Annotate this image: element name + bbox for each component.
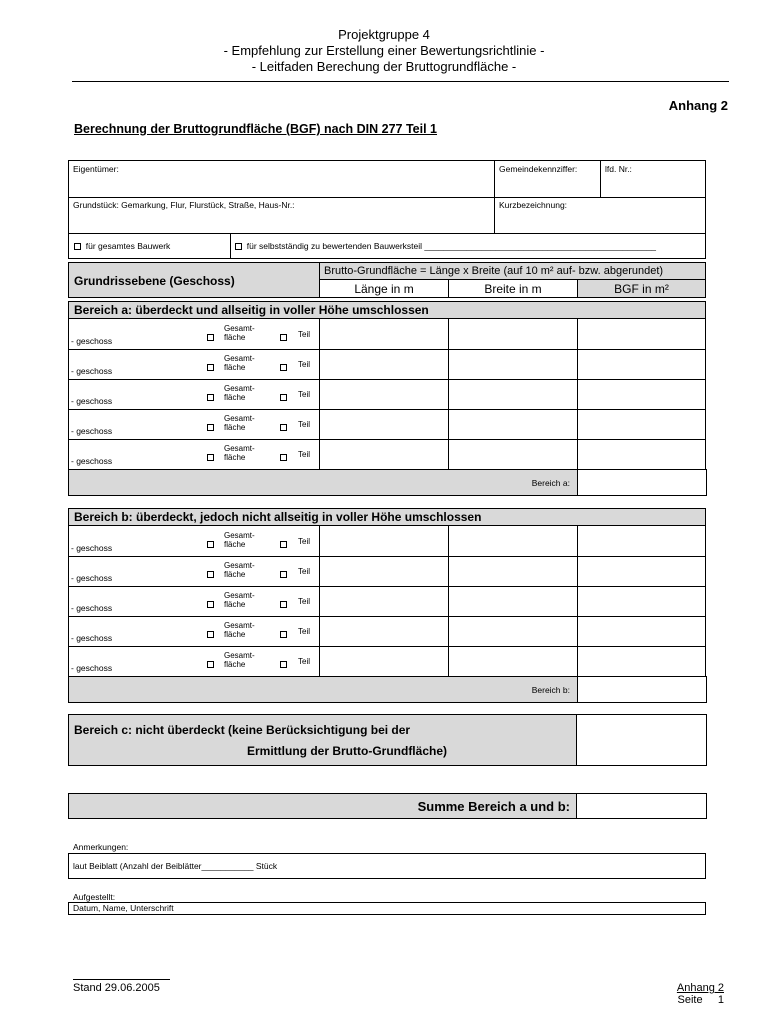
municipality-code-label: Gemeindekennziffer: <box>499 164 578 174</box>
width-cell[interactable] <box>449 646 577 676</box>
table-row <box>69 586 705 616</box>
table-row <box>69 409 705 439</box>
bgf-cell[interactable] <box>578 586 705 616</box>
section-b-subtotal-field[interactable] <box>577 676 707 703</box>
floor-label: - geschoss <box>71 633 113 643</box>
section-c <box>68 714 706 766</box>
length-cell[interactable] <box>320 379 448 409</box>
length-cell[interactable] <box>320 616 448 646</box>
table-row <box>69 319 705 349</box>
header-line-2: - Empfehlung zur Erstellung einer Bewertungsrichtlinie - <box>223 43 545 58</box>
total-area-label: Gesamt- fläche <box>224 354 255 372</box>
prepared-label: Aufgestellt: <box>73 892 116 902</box>
width-cell[interactable] <box>449 409 577 439</box>
serial-number-label: lfd. Nr.: <box>605 164 632 174</box>
total-area-checkbox[interactable] <box>207 596 214 614</box>
partial-area-label: Teil <box>298 657 311 666</box>
total-area-label: Gesamt- fläche <box>224 531 255 549</box>
section-b-subtotal <box>68 676 706 703</box>
length-cell[interactable] <box>320 586 448 616</box>
partial-area-label: Teil <box>298 390 311 399</box>
bgf-cell[interactable] <box>578 319 705 349</box>
length-cell[interactable] <box>320 439 448 469</box>
total-field[interactable] <box>576 793 707 819</box>
length-cell[interactable] <box>320 646 448 676</box>
partial-area-checkbox[interactable] <box>280 449 287 467</box>
info-block <box>68 160 706 259</box>
length-cell[interactable] <box>320 349 448 379</box>
section-c-line-2: Ermittlung der Brutto-Grundfläche) <box>247 744 447 758</box>
footer-divider <box>73 979 170 980</box>
bgf-cell[interactable] <box>578 349 705 379</box>
bgf-cell[interactable] <box>578 439 705 469</box>
total-area-label: Gesamt- fläche <box>224 651 255 669</box>
width-cell[interactable] <box>449 616 577 646</box>
partial-area-checkbox[interactable] <box>280 329 287 347</box>
partial-area-label: Teil <box>298 627 311 636</box>
total-area-label: Gesamt- fläche <box>224 621 255 639</box>
page-number: Seite 1 <box>677 994 724 1006</box>
header-line-1: Projektgruppe 4 <box>338 27 430 42</box>
partial-area-label: Teil <box>298 420 311 429</box>
section-b-subtotal-label: Bereich b: <box>531 685 570 695</box>
signature-caption: Datum, Name, Unterschrift <box>73 903 174 913</box>
formula-header: Brutto-Grundfläche = Länge x Breite (auf 10 m² auf- bzw. abgerundet) <box>324 265 664 277</box>
section-c-field[interactable] <box>576 714 707 766</box>
section-a-rows <box>68 318 706 470</box>
floor-label: - geschoss <box>71 663 113 673</box>
total-area-checkbox[interactable] <box>207 536 214 554</box>
floor-label: - geschoss <box>71 396 113 406</box>
total-area-checkbox[interactable] <box>207 419 214 437</box>
floor-level-header: Grundrissebene (Geschoss) <box>74 274 235 288</box>
signature-field[interactable] <box>68 902 706 915</box>
partial-area-checkbox[interactable] <box>280 566 287 584</box>
table-row <box>69 439 705 469</box>
total-area-checkbox[interactable] <box>207 656 214 674</box>
length-cell[interactable] <box>320 409 448 439</box>
section-b-rows <box>68 525 706 677</box>
section-a-subtotal-field[interactable] <box>577 469 707 496</box>
checkbox[interactable] <box>74 243 81 250</box>
section-a-subtotal-label: Bereich a: <box>531 478 570 488</box>
table-row <box>69 379 705 409</box>
document-title: Berechnung der Bruttogrundfläche (BGF) nach DIN 277 Teil 1 <box>74 122 438 136</box>
total-area-checkbox[interactable] <box>207 626 214 644</box>
bgf-header: BGF in m² <box>614 282 669 296</box>
table-row <box>69 646 705 676</box>
width-cell[interactable] <box>449 379 577 409</box>
floor-label: - geschoss <box>71 573 113 583</box>
option-whole-building-label: für gesamtes Bauwerk <box>85 241 171 251</box>
partial-area-label: Teil <box>298 330 311 339</box>
bgf-cell[interactable] <box>578 556 705 586</box>
total-area-label: Gesamt- fläche <box>224 414 255 432</box>
total-label: Summe Bereich a und b: <box>417 799 570 814</box>
section-c-line-1: Bereich c: nicht überdeckt (keine Berücksichtigung bei der <box>74 723 411 737</box>
appendix-label: Anhang 2 <box>668 98 728 113</box>
total-area-checkbox[interactable] <box>207 566 214 584</box>
floor-label: - geschoss <box>71 336 113 346</box>
remarks-label: Anmerkungen: <box>73 842 129 852</box>
partial-area-label: Teil <box>298 360 311 369</box>
option-building-part-label: für selbstständig zu bewertenden Bauwerksteil _________________________________________________ <box>246 241 657 251</box>
length-cell[interactable] <box>320 319 448 349</box>
width-cell[interactable] <box>449 349 577 379</box>
width-cell[interactable] <box>449 556 577 586</box>
partial-area-checkbox[interactable] <box>280 359 287 377</box>
width-cell[interactable] <box>449 526 577 556</box>
header-divider <box>72 81 729 82</box>
floor-label: - geschoss <box>71 456 113 466</box>
total-area-label: Gesamt- fläche <box>224 561 255 579</box>
width-cell[interactable] <box>449 319 577 349</box>
floor-label: - geschoss <box>71 426 113 436</box>
footer-date: Stand 29.06.2005 <box>73 982 160 994</box>
partial-area-checkbox[interactable] <box>280 419 287 437</box>
partial-area-checkbox[interactable] <box>280 536 287 554</box>
floor-label: - geschoss <box>71 366 113 376</box>
option-building-part[interactable] <box>235 241 656 251</box>
short-name-label: Kurzbezeichnung: <box>499 200 568 210</box>
partial-area-label: Teil <box>298 597 311 606</box>
total-area-checkbox[interactable] <box>207 389 214 407</box>
total-area-checkbox[interactable] <box>207 359 214 377</box>
total-area-label: Gesamt- fläche <box>224 384 255 402</box>
table-row <box>69 556 705 586</box>
partial-area-checkbox[interactable] <box>280 596 287 614</box>
table-header <box>68 262 706 298</box>
width-cell[interactable] <box>449 439 577 469</box>
partial-area-label: Teil <box>298 450 311 459</box>
section-b-title: Bereich b: überdeckt, jedoch nicht allseitig in voller Höhe umschlossen <box>68 508 706 526</box>
option-whole-building[interactable] <box>74 241 170 251</box>
length-cell[interactable] <box>320 556 448 586</box>
plot-label: Grundstück: Gemarkung, Flur, Flurstück, Straße, Haus-Nr.: <box>73 200 295 210</box>
section-a-title: Bereich a: überdeckt und allseitig in voller Höhe umschlossen <box>68 301 706 319</box>
total-row <box>68 793 706 819</box>
partial-area-label: Teil <box>298 537 311 546</box>
partial-area-checkbox[interactable] <box>280 389 287 407</box>
floor-label: - geschoss <box>71 543 113 553</box>
width-cell[interactable] <box>449 586 577 616</box>
bgf-cell[interactable] <box>578 379 705 409</box>
floor-label: - geschoss <box>71 603 113 613</box>
remarks-field[interactable] <box>68 853 706 879</box>
partial-area-checkbox[interactable] <box>280 626 287 644</box>
total-area-label: Gesamt- fläche <box>224 444 255 462</box>
section-a-subtotal <box>68 469 706 496</box>
bgf-cell[interactable] <box>578 646 705 676</box>
length-header: Länge in m <box>354 282 414 296</box>
width-header: Breite in m <box>484 282 542 296</box>
total-area-label: Gesamt- fläche <box>224 324 255 342</box>
bgf-cell[interactable] <box>578 409 705 439</box>
total-area-label: Gesamt- fläche <box>224 591 255 609</box>
table-row <box>69 616 705 646</box>
header-line-3: - Leitfaden Berechung der Bruttogrundfläche - <box>251 59 517 74</box>
partial-area-label: Teil <box>298 567 311 576</box>
bgf-cell[interactable] <box>578 616 705 646</box>
checkbox[interactable] <box>235 243 242 250</box>
attachment-note: laut Beiblatt (Anzahl der Beiblätter___________ Stück <box>73 861 278 871</box>
bgf-cell[interactable] <box>578 526 705 556</box>
owner-label: Eigentümer: <box>73 164 119 174</box>
total-area-checkbox[interactable] <box>207 449 214 467</box>
footer-appendix: Anhang 2 <box>676 982 724 994</box>
table-row <box>69 526 705 556</box>
partial-area-checkbox[interactable] <box>280 656 287 674</box>
length-cell[interactable] <box>320 526 448 556</box>
total-area-checkbox[interactable] <box>207 329 214 347</box>
table-row <box>69 349 705 379</box>
